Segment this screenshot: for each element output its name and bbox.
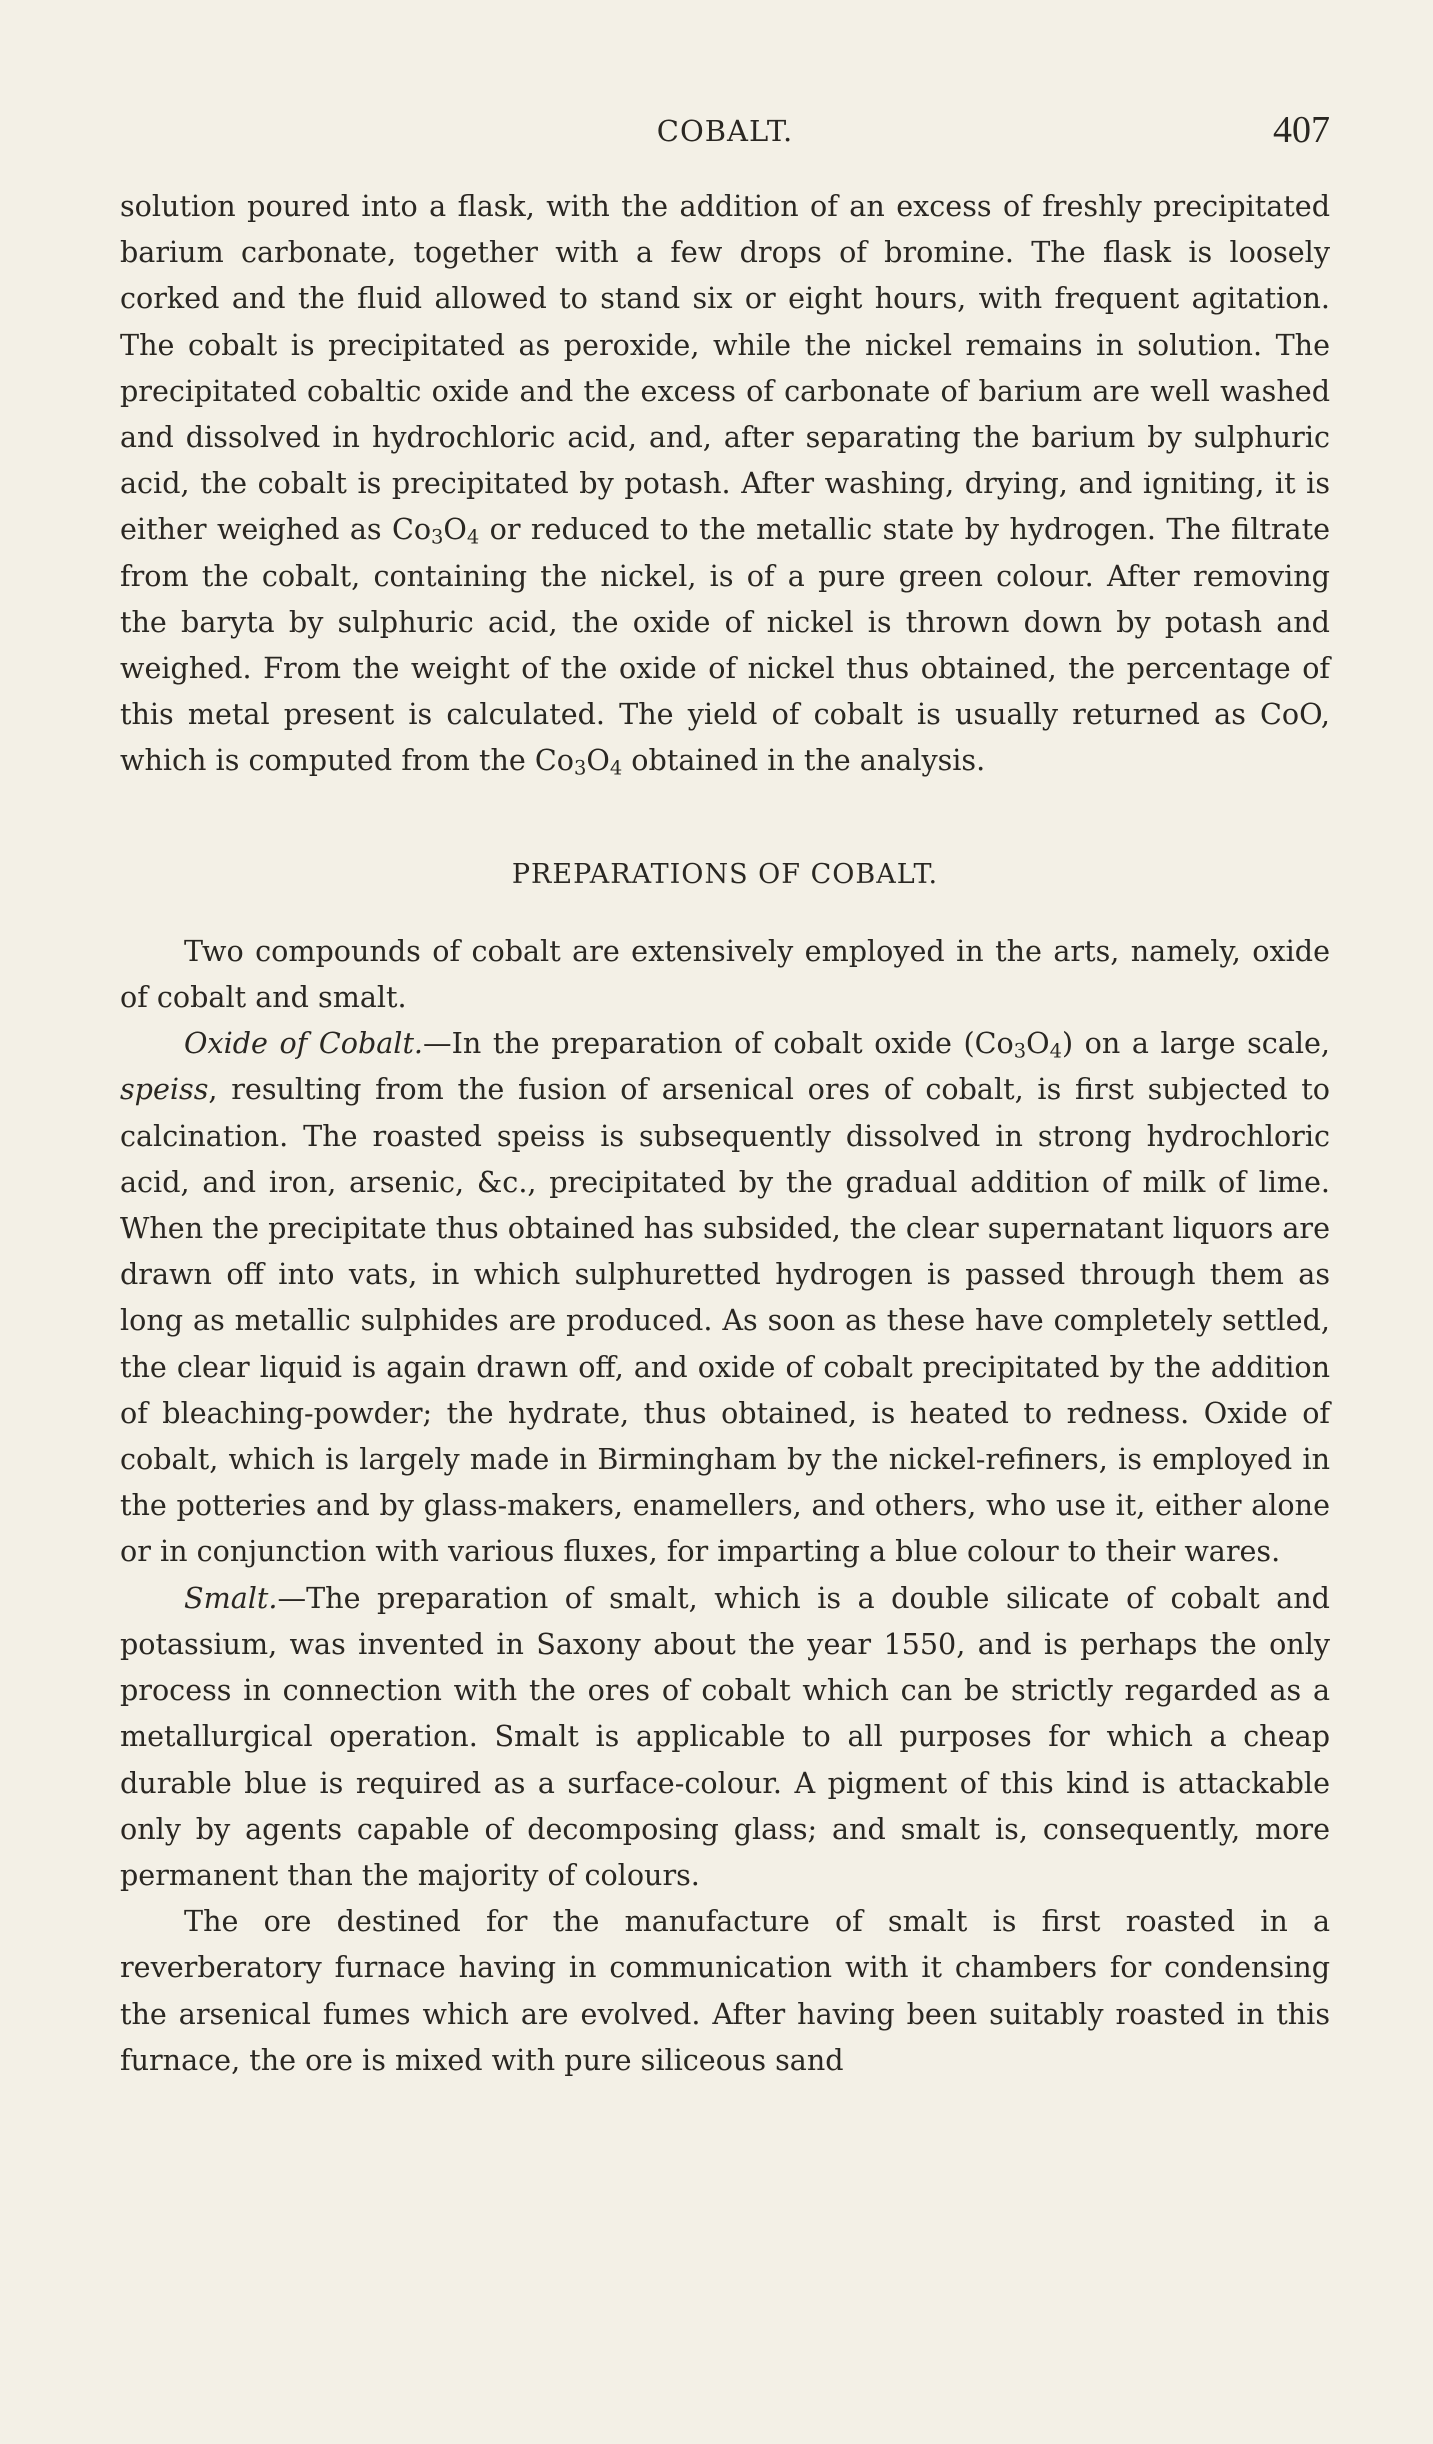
paragraph-title: Oxide of Cobalt.: [184, 1026, 424, 1061]
paragraph-oxide-of-cobalt: [120, 1020, 1330, 1574]
text-run: or reduced to the metallic state by hydrogen. The filtrate from the cobalt, containing the nickel, is of a pure green colour. After removing the baryta by sulphuric acid, the oxide of nickel is thrown down by potash and weighed. From the weight of the oxide of nickel thus obtained, the percentage of this metal present is calculated. The yield of cobalt is usually returned as CoO, which is computed from the Co: [120, 512, 1330, 778]
page-number: 407: [1273, 109, 1330, 151]
text-run: obtained in the analysis.: [622, 743, 986, 778]
paragraph-intro: Two compounds of cobalt are extensively employed in the arts, namely, oxide of cobalt and smalt.: [120, 933, 1330, 1015]
text-run: , resulting from the fusion of arsenical ores of cobalt, is first subjected to calcination. The roasted speiss is subsequently dissolved in strong hydrochloric acid, and iron, arsenic, &c., precipitated by the gradual addition of milk of lime. When the precipitate thus obtained has subsided, the clear supernatant liquors are drawn off into vats, in which sulphuretted hydrogen is passed through them as long as metallic sulphides are produced. As soon as these have completely settled, the clear liquid is again drawn off, and oxide of cobalt precipitated by the addition of bleaching-powder; the hydrate, thus obtained, is heated to redness. Oxide of cobalt, which is largely made in Birmingham by the nickel-refiners, is employed in the potteries and by glass-makers, enamellers, and others, who use it, either alone or in conjunction with various fluxes, for imparting a blue colour to their wares.: [120, 1072, 1330, 1569]
section-heading: PREPARATIONS OF COBALT.: [511, 858, 939, 890]
running-head: [120, 108, 1330, 158]
text-run: O: [1026, 1026, 1050, 1061]
text-run: —The preparation of smalt, which is a double silicate of cobalt and potassium, was invented in Saxony about the year 1550, and is perhaps the only process in connection with the ores of cobalt which can be strictly regarded as a metallurgical operation. Smalt is applicable to all purposes for which a cheap durable blue is required as a surface-colour. A pigment of this kind is attackable only by agents capable of decomposing glass; and smalt is, consequently, more permanent than the majority of colours.: [120, 1580, 1330, 1892]
body-text: [120, 183, 1330, 2083]
subscript: 3: [431, 525, 444, 549]
text-run: solution poured into a flask, with the addition of an excess of freshly precipitated barium carbonate, together with a few drops of bromine. The flask is loosely corked and the fluid allowed to stand six or eight hours, with frequent agitation. The cobalt is precipitated as peroxide, while the nickel remains in solution. The precipitated cobaltic oxide and the excess of carbonate of barium are well washed and dissolved in hydrochloric acid, and, after separating the barium by sulphuric acid, the cobalt is precipitated by potash. After washing, drying, and igniting, it is either weighed as Co: [120, 189, 1330, 547]
text-run: O: [443, 512, 467, 547]
subscript: 4: [1049, 1039, 1062, 1063]
subscript: 3: [1013, 1039, 1027, 1063]
paragraph-title: Smalt.: [184, 1580, 278, 1615]
subscript: 3: [574, 756, 587, 780]
text-run: —In the preparation of cobalt oxide (Co: [423, 1026, 1014, 1061]
paragraph-smalt-manufacture: The ore destined for the manufacture of smalt is first roasted in a reverberatory furnace having in communication with it chambers for condensing the arsenical fumes which are evolved. After having been suitably roasted in this furnace, the ore is mixed with pure siliceous sand: [120, 1904, 1330, 2077]
text-run: ) on a large scale,: [1061, 1026, 1330, 1061]
subscript: 4: [609, 756, 623, 780]
paragraph-analysis-continuation: [120, 183, 1330, 784]
text-run: O: [586, 743, 610, 778]
subscript: 4: [466, 525, 480, 549]
paragraph-smalt: [120, 1575, 1330, 1898]
italic-term: speiss: [120, 1072, 209, 1107]
running-title: COBALT.: [656, 114, 794, 148]
